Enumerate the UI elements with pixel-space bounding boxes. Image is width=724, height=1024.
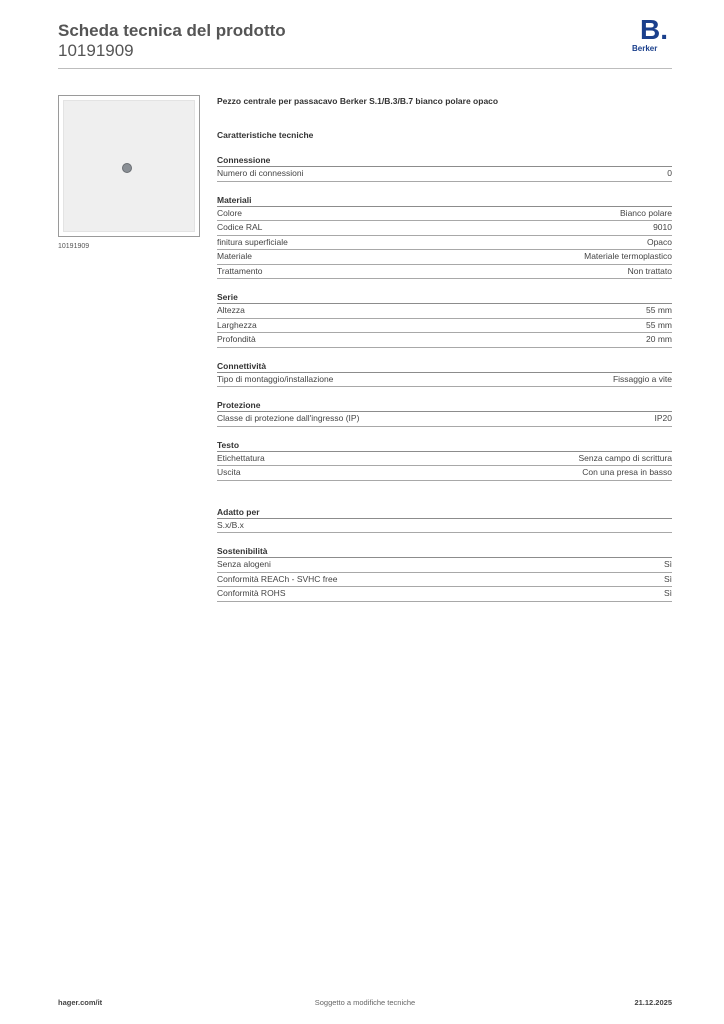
spec-content — [217, 95, 672, 602]
spec-row — [217, 333, 672, 348]
spec-value: 20 mm — [646, 334, 672, 344]
section-title: Materiali — [217, 194, 672, 207]
spec-label: Altezza — [217, 305, 245, 315]
spec-value: 0 — [667, 168, 672, 178]
spec-value: Sì — [663, 588, 672, 598]
spec-label: Colore — [217, 207, 243, 218]
spec-row — [217, 250, 672, 265]
spec-label: S.x/B.x — [217, 519, 244, 530]
spec-row — [217, 452, 672, 467]
spec-label: Conformità REACh - SVHC free — [217, 573, 338, 584]
spec-value: Materiale termoplastico — [584, 251, 672, 261]
article-number: 10191909 — [58, 41, 134, 60]
spec-label: Tipo di montaggio/installazione — [217, 373, 334, 384]
spec-label: Trattamento — [217, 265, 263, 276]
spec-row — [217, 519, 672, 534]
spec-label: Numero di connessioni — [217, 168, 304, 178]
spec-label: Larghezza — [217, 319, 257, 330]
page-footer — [58, 998, 672, 1010]
spec-row — [217, 587, 672, 602]
spec-row — [217, 236, 672, 251]
spec-label: Classe di protezione dall'ingresso (IP) — [217, 413, 360, 423]
tech-heading: Caratteristiche tecniche — [217, 130, 314, 140]
logo-text: Berker — [632, 44, 658, 53]
spec-row — [217, 319, 672, 334]
spec-row — [217, 304, 672, 319]
spec-row — [217, 466, 672, 481]
spec-row — [217, 207, 672, 222]
spec-section — [217, 291, 672, 348]
spec-value: Bianco polare — [620, 207, 672, 218]
section-title: Connessione — [217, 154, 672, 167]
spec-row — [217, 221, 672, 236]
spec-section — [217, 506, 672, 534]
spec-value: 9010 — [653, 222, 672, 232]
spec-label: Conformità ROHS — [217, 588, 286, 598]
spec-row — [217, 265, 672, 280]
section-title: Protezione — [217, 399, 672, 412]
spec-label: finitura superficiale — [217, 236, 288, 247]
section-title: Testo — [217, 439, 672, 452]
spec-value: Sì — [663, 559, 672, 569]
spec-value: 55 mm — [646, 319, 672, 330]
spec-label: Profondità — [217, 334, 256, 344]
spec-value: Sì — [663, 573, 672, 584]
spec-section — [217, 360, 672, 388]
spec-row — [217, 167, 672, 182]
spec-value: Opaco — [646, 236, 672, 247]
spec-section — [217, 154, 672, 182]
logo-mark: B. — [640, 14, 668, 45]
page-title: Scheda tecnica del prodotto — [58, 21, 286, 40]
section-title: Sostenibilità — [217, 545, 672, 558]
spec-row — [217, 573, 672, 588]
spec-value: 55 mm — [646, 305, 672, 315]
spec-label: Etichettatura — [217, 452, 265, 463]
spec-label: Uscita — [217, 467, 241, 477]
product-plate — [63, 100, 195, 232]
cable-hole-icon — [122, 163, 132, 173]
spec-row — [217, 412, 672, 427]
footer-notice: Soggetto a modifiche tecniche — [314, 998, 416, 1007]
berker-logo — [632, 16, 672, 56]
spec-section — [217, 399, 672, 427]
page-header — [58, 14, 672, 68]
spec-value: Non trattato — [627, 265, 672, 276]
section-title: Connettività — [217, 360, 672, 373]
spec-section — [217, 545, 672, 602]
footer-website: hager.com/it — [58, 998, 103, 1007]
section-title: Serie — [217, 291, 672, 304]
spec-value: IP20 — [654, 413, 672, 423]
spec-value: Fissaggio a vite — [612, 373, 672, 384]
spec-value: Con una presa in basso — [582, 467, 672, 477]
product-name: Pezzo centrale per passacavo Berker S.1/B.3/B.7 bianco polare opaco — [217, 96, 499, 106]
image-caption: 10191909 — [58, 243, 90, 250]
spec-section — [217, 439, 672, 481]
spec-label: Codice RAL — [217, 222, 263, 232]
footer-date: 21.12.2025 — [634, 998, 672, 1007]
product-image — [58, 95, 200, 237]
spec-value: Senza campo di scrittura — [578, 452, 672, 463]
spec-section — [217, 194, 672, 280]
header-divider — [58, 68, 672, 69]
spec-row — [217, 558, 672, 573]
spec-sections — [217, 154, 672, 602]
spec-label: Senza alogeni — [217, 559, 271, 569]
spec-row — [217, 373, 672, 388]
spec-label: Materiale — [217, 251, 252, 261]
section-title: Adatto per — [217, 506, 672, 519]
